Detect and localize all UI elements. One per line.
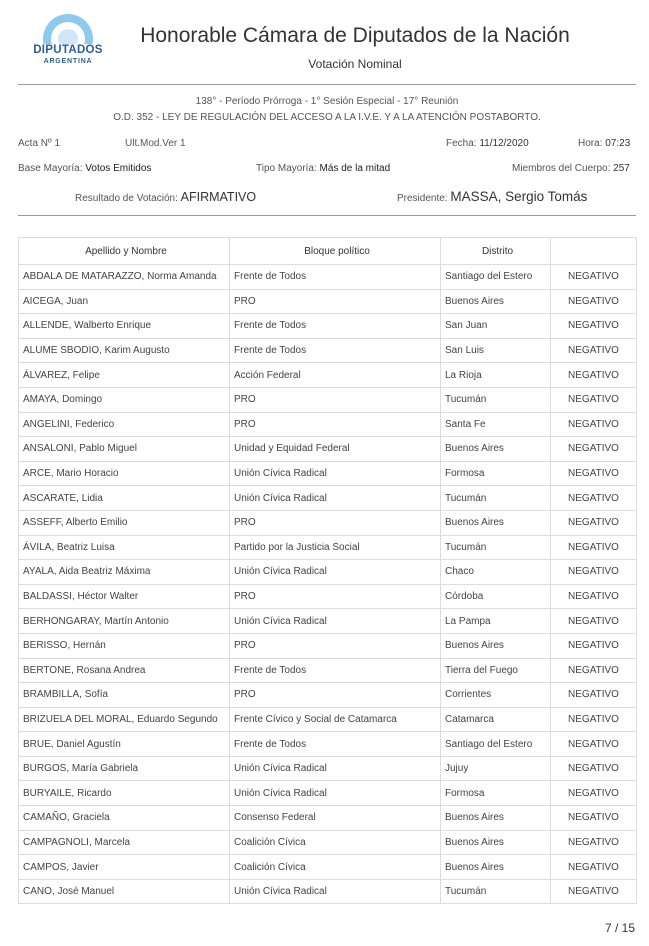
presidente-value: MASSA, Sergio Tomás — [450, 189, 588, 204]
cell-bloque: Unión Cívica Radical — [230, 560, 441, 585]
table-row — [19, 314, 637, 339]
table-row — [19, 683, 637, 708]
table-row — [19, 560, 637, 585]
cell-distrito: Catamarca — [441, 707, 551, 732]
miembros-label: Miembros del Cuerpo: — [512, 163, 611, 174]
cell-voto: NEGATIVO — [551, 683, 637, 708]
cell-nombre: BRIZUELA DEL MORAL, Eduardo Segundo — [19, 707, 230, 732]
cell-distrito: Buenos Aires — [441, 806, 551, 831]
cell-bloque: Unión Cívica Radical — [230, 781, 441, 806]
cell-distrito: Tucumán — [441, 387, 551, 412]
cell-bloque: PRO — [230, 289, 441, 314]
cell-bloque: Frente de Todos — [230, 658, 441, 683]
cell-bloque: Frente de Todos — [230, 338, 441, 363]
miembros-value: 257 — [613, 163, 630, 174]
cell-nombre: ASSEFF, Alberto Emilio — [19, 510, 230, 535]
cell-voto: NEGATIVO — [551, 658, 637, 683]
cell-bloque: Partido por la Justicia Social — [230, 535, 441, 560]
logo-emblem-icon — [41, 12, 95, 44]
header-distrito: Distrito — [441, 238, 551, 265]
cell-nombre: BRAMBILLA, Sofía — [19, 683, 230, 708]
page-title: Honorable Cámara de Diputados de la Nación — [140, 24, 570, 47]
resultado-field — [75, 190, 256, 204]
cell-voto: NEGATIVO — [551, 535, 637, 560]
tipo-mayoria-label: Tipo Mayoría: — [256, 163, 317, 174]
cell-bloque: PRO — [230, 387, 441, 412]
table-row — [19, 707, 637, 732]
presidente-label: Presidente: — [397, 193, 448, 204]
cell-distrito: Formosa — [441, 461, 551, 486]
acta-number: Acta Nº 1 — [18, 138, 61, 149]
cell-distrito: San Juan — [441, 314, 551, 339]
table-row — [19, 633, 637, 658]
cell-distrito: Buenos Aires — [441, 437, 551, 462]
base-mayoria-label: Base Mayoría: — [18, 163, 83, 174]
fecha-label: Fecha: — [446, 138, 477, 149]
cell-distrito: Santa Fe — [441, 412, 551, 437]
cell-voto: NEGATIVO — [551, 806, 637, 831]
cell-voto: NEGATIVO — [551, 732, 637, 757]
resultado-label: Resultado de Votación: — [75, 193, 178, 204]
cell-distrito: Santiago del Estero — [441, 265, 551, 290]
table-row — [19, 855, 637, 880]
cell-voto: NEGATIVO — [551, 609, 637, 634]
cell-bloque: Unión Cívica Radical — [230, 486, 441, 511]
divider-top — [18, 84, 636, 85]
cell-distrito: Formosa — [441, 781, 551, 806]
cell-voto: NEGATIVO — [551, 363, 637, 388]
cell-nombre: ÁVILA, Beatriz Luisa — [19, 535, 230, 560]
cell-bloque: Unión Cívica Radical — [230, 756, 441, 781]
cell-nombre: ALUME SBODIO, Karim Augusto — [19, 338, 230, 363]
cell-distrito: Chaco — [441, 560, 551, 585]
cell-nombre: ÁLVAREZ, Felipe — [19, 363, 230, 388]
cell-voto: NEGATIVO — [551, 265, 637, 290]
cell-voto: NEGATIVO — [551, 437, 637, 462]
cell-nombre: ABDALA DE MATARAZZO, Norma Amanda — [19, 265, 230, 290]
cell-distrito: San Luis — [441, 338, 551, 363]
table-row — [19, 461, 637, 486]
votes-table-body — [19, 265, 637, 904]
table-row — [19, 806, 637, 831]
table-row — [19, 879, 637, 904]
cell-distrito: Córdoba — [441, 584, 551, 609]
cell-nombre: CAMPAGNOLI, Marcela — [19, 830, 230, 855]
cell-voto: NEGATIVO — [551, 461, 637, 486]
cell-nombre: AYALA, Aida Beatriz Máxima — [19, 560, 230, 585]
hora-label: Hora: — [578, 138, 603, 149]
table-row — [19, 830, 637, 855]
cell-nombre: AMAYA, Domingo — [19, 387, 230, 412]
header-nombre: Apellido y Nombre — [19, 238, 230, 265]
cell-bloque: Unión Cívica Radical — [230, 609, 441, 634]
table-row — [19, 265, 637, 290]
cell-distrito: Tucumán — [441, 486, 551, 511]
cell-voto: NEGATIVO — [551, 510, 637, 535]
cell-voto: NEGATIVO — [551, 560, 637, 585]
table-row — [19, 363, 637, 388]
ult-mod-version: Ult.Mod.Ver 1 — [125, 138, 186, 149]
cell-nombre: ALLENDE, Walberto Enrique — [19, 314, 230, 339]
table-row — [19, 412, 637, 437]
cell-nombre: BURGOS, María Gabriela — [19, 756, 230, 781]
cell-bloque: Unión Cívica Radical — [230, 461, 441, 486]
votes-table — [18, 237, 637, 904]
page-number: 7 / 15 — [604, 921, 635, 935]
cell-voto: NEGATIVO — [551, 879, 637, 904]
cell-bloque: Coalición Cívica — [230, 855, 441, 880]
cell-bloque: Frente de Todos — [230, 265, 441, 290]
cell-nombre: CANO, José Manuel — [19, 879, 230, 904]
cell-nombre: BERISSO, Hernán — [19, 633, 230, 658]
table-row — [19, 289, 637, 314]
cell-distrito: Santiago del Estero — [441, 732, 551, 757]
logo-text-diputados: DIPUTADOS — [33, 44, 103, 56]
cell-nombre: CAMPOS, Javier — [19, 855, 230, 880]
header-bloque: Bloque político — [230, 238, 441, 265]
logo-text-argentina: ARGENTINA — [43, 58, 93, 65]
cell-nombre: BERTONE, Rosana Andrea — [19, 658, 230, 683]
cell-bloque: PRO — [230, 584, 441, 609]
cell-bloque: PRO — [230, 633, 441, 658]
table-row — [19, 535, 637, 560]
table-row — [19, 781, 637, 806]
cell-nombre: ASCARATE, Lidia — [19, 486, 230, 511]
fecha-value: 11/12/2020 — [479, 138, 529, 149]
hora-field — [578, 138, 630, 149]
cell-voto: NEGATIVO — [551, 338, 637, 363]
cell-bloque: Frente Cívico y Social de Catamarca — [230, 707, 441, 732]
cell-distrito: Buenos Aires — [441, 289, 551, 314]
table-row — [19, 732, 637, 757]
cell-bloque: Unión Cívica Radical — [230, 879, 441, 904]
table-row — [19, 584, 637, 609]
cell-voto: NEGATIVO — [551, 633, 637, 658]
cell-voto: NEGATIVO — [551, 781, 637, 806]
cell-distrito: Buenos Aires — [441, 633, 551, 658]
cell-distrito: Corrientes — [441, 683, 551, 708]
cell-nombre: BERHONGARAY, Martín Antonio — [19, 609, 230, 634]
cell-voto: NEGATIVO — [551, 314, 637, 339]
cell-distrito: Buenos Aires — [441, 830, 551, 855]
hora-value: 07:23 — [605, 138, 631, 149]
cell-distrito: Jujuy — [441, 756, 551, 781]
resultado-value: AFIRMATIVO — [180, 190, 257, 204]
cell-nombre: AICEGA, Juan — [19, 289, 230, 314]
cell-nombre: ANGELINI, Federico — [19, 412, 230, 437]
base-mayoria-value: Votos Emitidos — [85, 163, 152, 174]
session-info: 138° - Período Prórroga - 1° Sesión Especial - 17° Reunión — [195, 96, 459, 107]
tipo-mayoria-field — [256, 163, 390, 174]
table-row — [19, 338, 637, 363]
cell-bloque: PRO — [230, 412, 441, 437]
session-topic: O.D. 352 - LEY DE REGULACIÓN DEL ACCESO A LA I.V.E. Y A LA ATENCIÓN POSTABORTO. — [113, 112, 541, 123]
cell-distrito: La Rioja — [441, 363, 551, 388]
cell-voto: NEGATIVO — [551, 412, 637, 437]
page-subtitle: Votación Nominal — [308, 57, 402, 71]
table-row — [19, 658, 637, 683]
table-row — [19, 609, 637, 634]
cell-bloque: Coalición Cívica — [230, 830, 441, 855]
presidente-field — [397, 189, 587, 204]
base-mayoria-field — [18, 163, 151, 174]
cell-distrito: Buenos Aires — [441, 855, 551, 880]
header-voto — [551, 238, 637, 265]
table-row — [19, 756, 637, 781]
cell-distrito: Tucumán — [441, 879, 551, 904]
cell-nombre: BURYAILE, Ricardo — [19, 781, 230, 806]
cell-voto: NEGATIVO — [551, 584, 637, 609]
cell-bloque: Frente de Todos — [230, 314, 441, 339]
cell-voto: NEGATIVO — [551, 486, 637, 511]
cell-voto: NEGATIVO — [551, 756, 637, 781]
divider-bottom — [18, 215, 636, 216]
cell-nombre: BALDASSI, Héctor Walter — [19, 584, 230, 609]
cell-voto: NEGATIVO — [551, 855, 637, 880]
table-row — [19, 437, 637, 462]
cell-bloque: Consenso Federal — [230, 806, 441, 831]
cell-distrito: Tierra del Fuego — [441, 658, 551, 683]
cell-nombre: CAMAÑO, Graciela — [19, 806, 230, 831]
cell-distrito: Tucumán — [441, 535, 551, 560]
cell-bloque: PRO — [230, 510, 441, 535]
table-row — [19, 510, 637, 535]
cell-distrito: Buenos Aires — [441, 510, 551, 535]
cell-nombre: BRUE, Daniel Agustín — [19, 732, 230, 757]
chamber-logo — [30, 12, 106, 72]
table-header-row — [19, 238, 637, 265]
cell-bloque: Acción Federal — [230, 363, 441, 388]
table-row — [19, 387, 637, 412]
cell-bloque: PRO — [230, 683, 441, 708]
cell-voto: NEGATIVO — [551, 830, 637, 855]
tipo-mayoria-value: Más de la mitad — [319, 163, 391, 174]
table-row — [19, 486, 637, 511]
cell-voto: NEGATIVO — [551, 387, 637, 412]
cell-voto: NEGATIVO — [551, 289, 637, 314]
cell-bloque: Frente de Todos — [230, 732, 441, 757]
cell-voto: NEGATIVO — [551, 707, 637, 732]
fecha-field — [446, 138, 529, 149]
cell-distrito: La Pampa — [441, 609, 551, 634]
cell-nombre: ARCE, Mario Horacio — [19, 461, 230, 486]
cell-nombre: ANSALONI, Pablo Miguel — [19, 437, 230, 462]
cell-bloque: Unidad y Equidad Federal — [230, 437, 441, 462]
miembros-field — [512, 163, 630, 174]
